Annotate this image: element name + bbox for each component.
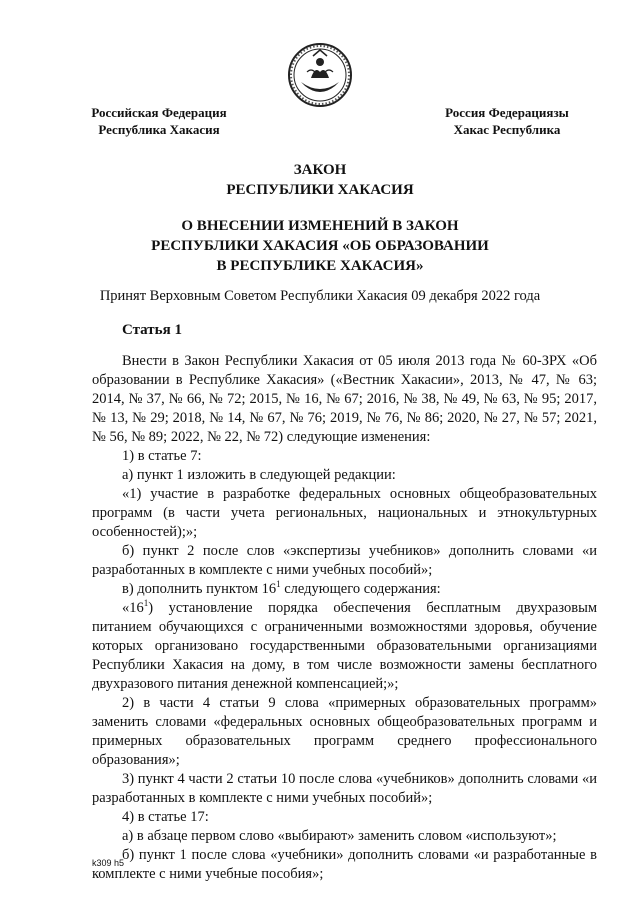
paragraph-quote-16-1 (92, 599, 597, 694)
superscript: 1 (276, 579, 281, 590)
paragraph-quote-1: «1) участие в разработке федеральных основных общеобразовательных программ (в части учета региональных, национальных и этнокультурных особенностей);»; (92, 486, 597, 540)
header-right-line1: Россия Федерациязы (445, 105, 569, 120)
text-fragment: ) установление порядка обеспечения бесплатным двухразовым питанием обучающихся с ограниченными возможностями здоровья, обучение которых организовано государственными образовательными организациями Республики Хакасия на дому, в том числе возможности замены бесплатного двухразового питания денежной компенсацией;»; (92, 600, 597, 692)
paragraph-item-2: 2) в части 4 статьи 9 слова «примерных образовательных программ» заменить словами «федеральных основных общеобразовательных программ и примерных образовательных программ среднего профессионального образования»; (92, 695, 597, 768)
law-subject-line3: В РЕСПУБЛИКЕ ХАКАСИЯ» (216, 258, 424, 274)
text-fragment: в) дополнить пунктом 16 (122, 581, 277, 597)
law-subject-line2: РЕСПУБЛИКИ ХАКАСИЯ «ОБ ОБРАЗОВАНИИ (151, 238, 489, 254)
law-title (0, 160, 640, 200)
paragraph-intro: Внести в Закон Республики Хакасия от 05 июля 2013 года № 60-ЗРХ «Об образовании в Республике Хакасия» («Вестник Хакасии», 2013, № 47, № 63; 2014, № 37, № 66, № 72; 2015, № 16, № 67; 2016, № 38, № 49, № 63, № 95; 2017, № 13, № 29; 2018, № 14, № 67, № 76; 2019, № 76, № 86; 2020, № 27, № 57; 2021, № 56, № 89; 2022, № 22, № 72) следующие изменения: (92, 353, 597, 445)
document-body (92, 352, 597, 884)
paragraph-item-1a: а) пункт 1 изложить в следующей редакции: (122, 467, 396, 483)
khakassia-coat-of-arms-icon (287, 42, 353, 108)
header-left-line2: Республика Хакасия (98, 122, 220, 137)
law-subject (0, 216, 640, 276)
paragraph-item-3: 3) пункт 4 части 2 статьи 10 после слова «учебников» дополнить словами «и разработанных в комплекте с ними учебных пособий»; (92, 771, 597, 806)
text-fragment: «16 (122, 600, 144, 616)
header-left-line1: Российская Федерация (91, 105, 227, 120)
superscript: 1 (143, 598, 149, 609)
footer-code: k309 h5 (92, 858, 125, 868)
paragraph-item-1c (92, 580, 597, 599)
paragraph-item-4b: б) пункт 1 после слова «учебники» дополнить словами «и разработанные в комплекте с ними учебные пособия»; (92, 847, 597, 882)
paragraph-item-4a: а) в абзаце первом слово «выбирают» заменить словом «используют»; (122, 828, 557, 844)
paragraph-item-4: 4) в статье 17: (122, 809, 209, 825)
paragraph-item-1: 1) в статье 7: (122, 448, 202, 464)
law-title-line2: РЕСПУБЛИКИ ХАКАСИЯ (226, 182, 414, 198)
article-heading: Статья 1 (122, 322, 182, 338)
text-fragment: следующего содержания: (280, 581, 441, 597)
header-left (84, 104, 234, 138)
header-right (432, 104, 582, 138)
adoption-note: Принят Верховным Советом Республики Хакасия 09 декабря 2022 года (99, 288, 541, 304)
law-title-line1: ЗАКОН (293, 162, 347, 178)
law-subject-line1: О ВНЕСЕНИИ ИЗМЕНЕНИЙ В ЗАКОН (181, 218, 459, 234)
header-right-line2: Хакас Республика (453, 122, 561, 137)
paragraph-item-1b: б) пункт 2 после слов «экспертизы учебников» дополнить словами «и разработанных в комплекте с ними учебных пособий»; (92, 543, 597, 578)
